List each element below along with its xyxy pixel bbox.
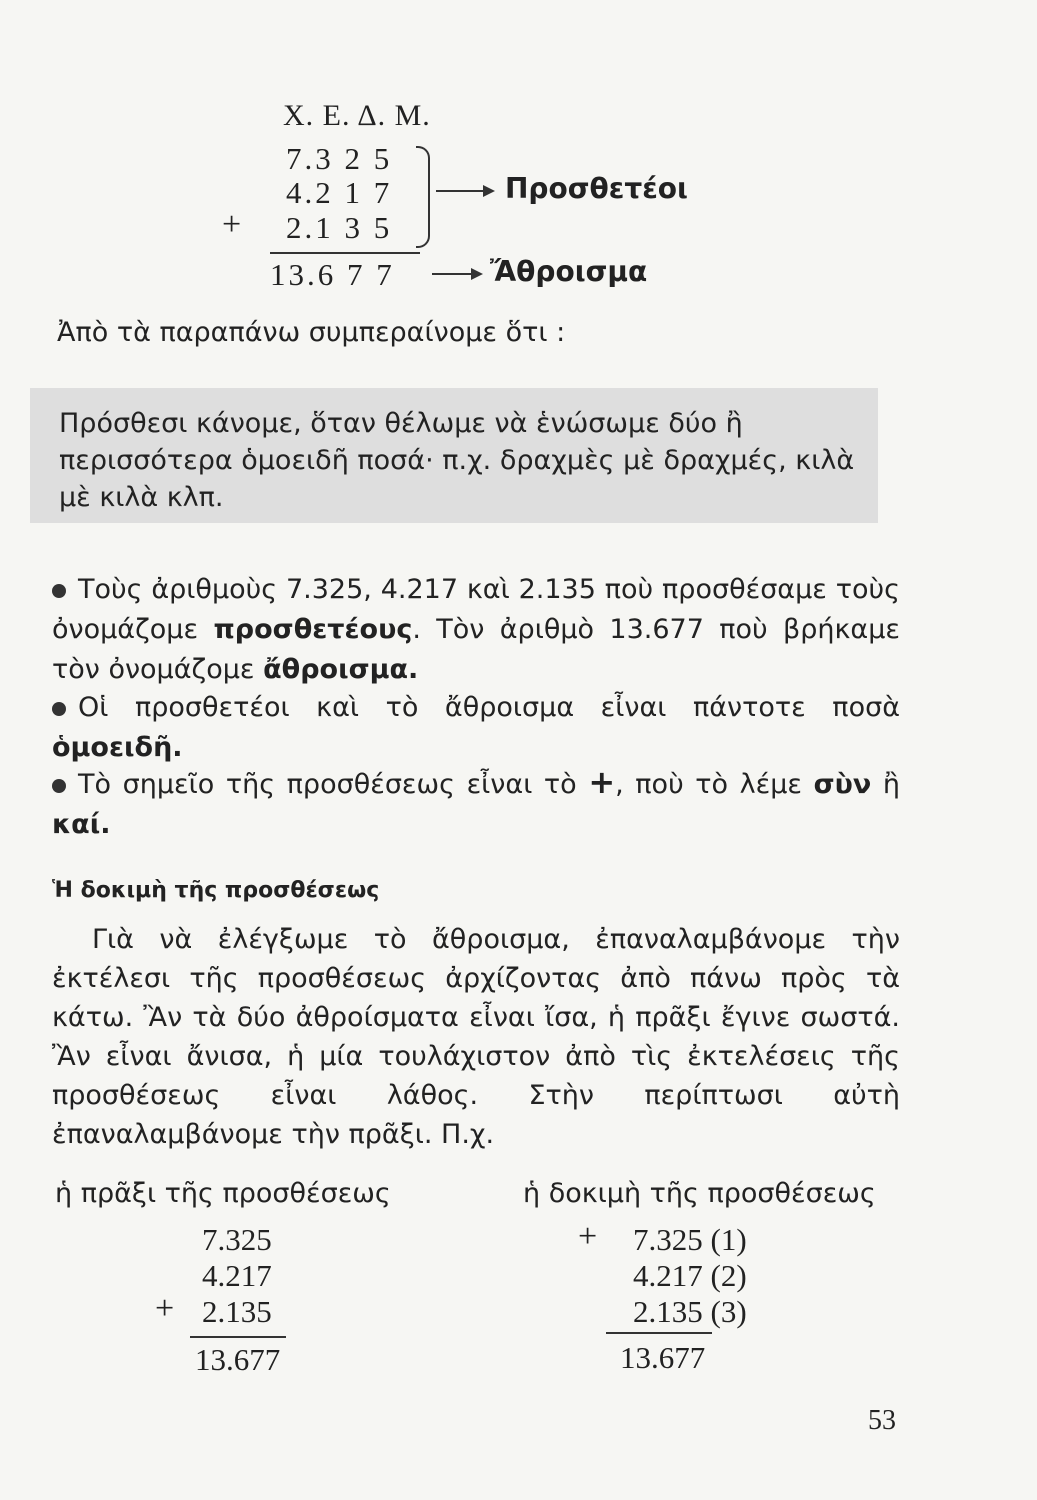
- page-number: 53: [868, 1405, 896, 1436]
- operation-line-3: 2.135: [202, 1294, 272, 1329]
- rule-box: [30, 388, 878, 523]
- addends-arrow-line: [436, 190, 484, 192]
- operation-line-1: 7.325: [202, 1222, 272, 1257]
- verification-sum-rule: [606, 1332, 712, 1334]
- bullet-icon: [52, 702, 66, 716]
- bullet-same-kind: [52, 688, 900, 768]
- bullet-icon: [52, 584, 66, 598]
- bullet-3-or: ἢ: [871, 769, 900, 800]
- term-same-kind: ὁμοειδῆ.: [52, 732, 183, 763]
- conclusion-intro: Ἀπὸ τὰ παραπάνω συμπεραίνομε ὅτι :: [57, 317, 566, 348]
- bullet-plus-sign: [52, 762, 900, 845]
- plus-sign: +: [222, 206, 242, 243]
- check-heading: Ἡ δοκιμὴ τῆς προσθέσεως: [52, 878, 380, 903]
- operation-sum-rule: [190, 1336, 286, 1338]
- check-paragraph: Γιὰ νὰ ἐλέγξωμε τὸ ἄθροισμα, ἐπαναλαμβάνομε τὴν ἐκτέλεσι τῆς προσθέσεως ἀρχίζοντας ἀπὸ πάνω πρὸς τὰ κάτω. Ἂν τὰ δύο ἀθροίσματα εἶναι ἴσα, ἡ πρᾶξι ἔγινε σωστά. Ἂν εἶναι ἄνισα, ἡ μία τουλάχιστον ἀπὸ τὶς ἐκτελέσεις τῆς προσθέσεως εἶναι λάθος. Στὴν περίπτωσι αὐτὴ ἐπαναλαμβάνομε τὴν πρᾶξι. Π.χ.: [52, 924, 900, 1150]
- verification-line-2: 4.217 (2): [633, 1258, 747, 1293]
- addend-1: 7.3 2 5: [286, 141, 393, 176]
- term-plus: σὺν: [813, 769, 872, 800]
- bullet-icon: [52, 779, 66, 793]
- bullet-1-text-2: . Τὸν ἀριθμὸ 13.677 ποὺ βρήκαμε τὸν ὀνομάζομε: [52, 614, 900, 685]
- addends-label: Προσθετέοι: [505, 172, 688, 205]
- verification-line-1: 7.325 (1): [633, 1222, 747, 1257]
- addend-3: 2.1 3 5: [286, 210, 393, 245]
- addends-brace: [416, 146, 430, 248]
- verification-sum: 13.677: [620, 1340, 706, 1375]
- bullet-3-text: Τὸ σημεῖο τῆς προσθέσεως εἶναι τὸ: [78, 769, 589, 800]
- bullet-1-text: Τοὺς ἀριθμοὺς 7.325, 4.217 καὶ 2.135 ποὺ προσθέσαμε τοὺς ὀνομάζομε: [52, 574, 900, 645]
- verification-plus-sign: +: [578, 1218, 598, 1255]
- sum-value: 13.6 7 7: [270, 257, 395, 292]
- sum-rule: [270, 252, 420, 254]
- addend-2: 4.2 1 7: [286, 175, 393, 210]
- sum-arrow-head: [471, 268, 483, 280]
- operation-line-2: 4.217: [202, 1258, 272, 1293]
- plus-symbol: +: [588, 763, 616, 801]
- operation-sum: 13.677: [195, 1342, 281, 1377]
- term-addends: προσθετέους: [213, 614, 413, 645]
- bullet-addends-sum: [52, 570, 900, 690]
- term-and: καί.: [52, 809, 111, 840]
- rule-text: Πρόσθεσι κάνομε, ὅταν θέλωμε νὰ ἑνώσωμε δύο ἢ περισσότερα ὁμοειδῆ ποσά· π.χ. δραχμὲς μὲ δραχμές, κιλὰ μὲ κιλὰ κλπ.: [59, 408, 855, 513]
- operation-title: ἡ πρᾶξι τῆς προσθέσεως: [55, 1178, 391, 1209]
- bullet-2-text: Οἱ προσθετέοι καὶ τὸ ἄθροισμα εἶναι πάντοτε ποσὰ: [78, 692, 900, 723]
- column-header: Χ. Ε. Δ. Μ.: [283, 99, 431, 132]
- verification-title: ἡ δοκιμὴ τῆς προσθέσεως: [523, 1178, 876, 1209]
- verification-line-3: 2.135 (3): [633, 1294, 747, 1329]
- bullet-3-text-2: , ποὺ τὸ λέμε: [615, 769, 814, 800]
- sum-label: Ἄθροισμα: [490, 255, 648, 288]
- term-sum: ἄθροισμα.: [263, 654, 419, 685]
- sum-arrow-line: [432, 273, 472, 275]
- addends-arrow-head: [483, 185, 495, 197]
- operation-plus-sign: +: [155, 1290, 175, 1327]
